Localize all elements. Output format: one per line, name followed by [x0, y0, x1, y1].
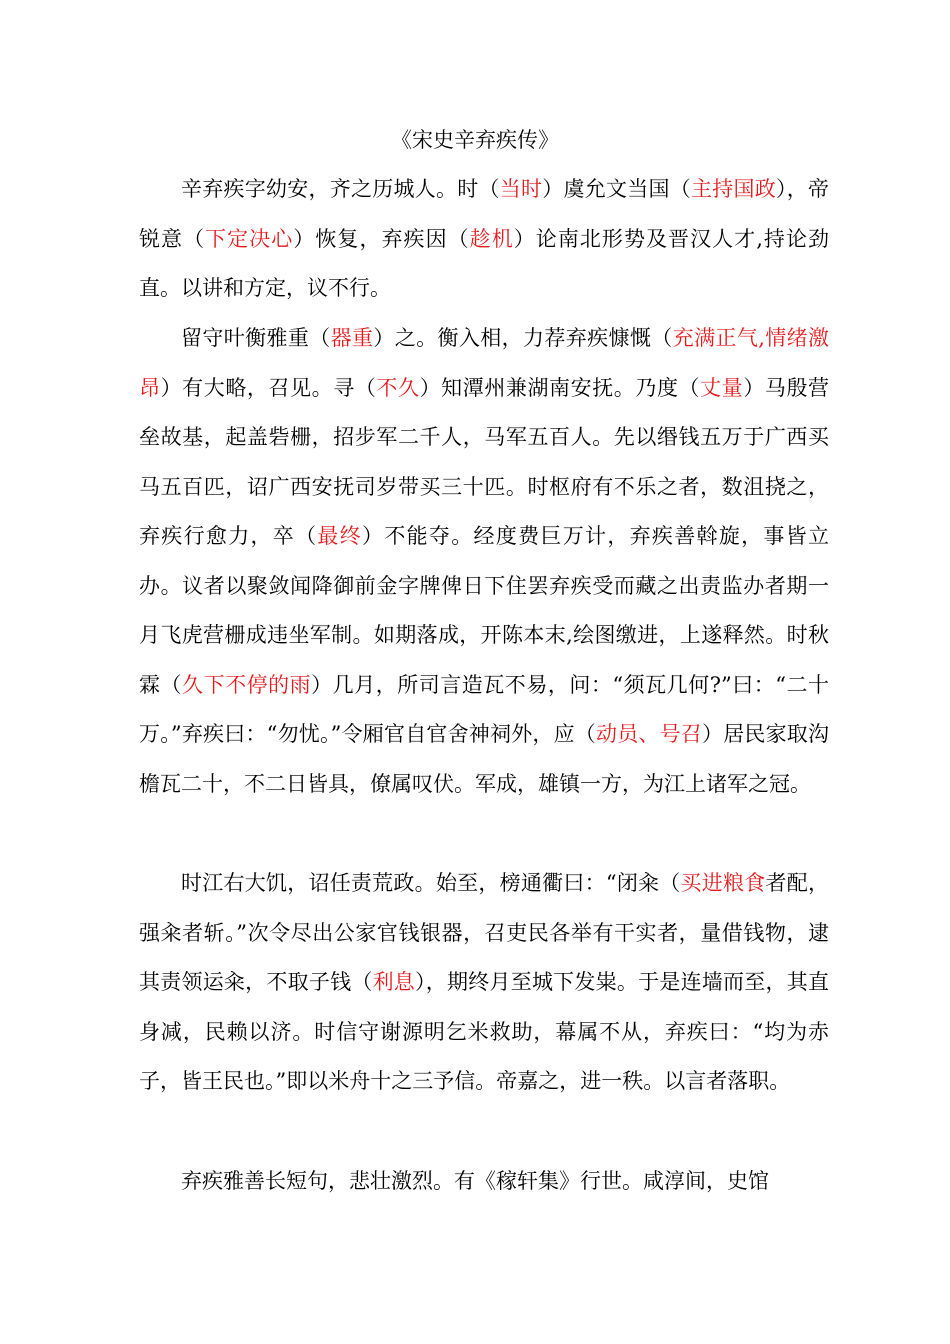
body-text: ）论南北形势及晋汉人才,持论劲直。以讲和方定，议不行。 — [139, 226, 830, 300]
annotation-text: 下定决心 — [205, 226, 294, 251]
annotation-text: 丈量 — [700, 375, 744, 400]
paragraph-1 — [139, 165, 829, 314]
annotation-text: 趁机 — [469, 226, 514, 251]
body-text: ）几月，所司言造瓦不易，问：“须瓦几何?”曰：“二十万。”弃疾曰：“勿忧。”令厢官自官舍神祠外，应（ — [139, 672, 830, 746]
body-text: 者配，强籴者斩。”次令尽出公家官钱银器，召吏民各举有干实者，量借钱物，逮其责领运籴，不取子钱（ — [139, 871, 829, 994]
body-text: ）之。衡入相，力荐弃疾慷慨（ — [373, 326, 673, 350]
annotation-text: 利息 — [372, 970, 416, 994]
annotation-text: 主持国政 — [691, 177, 776, 201]
body-text: ）恢复，弃疾因（ — [293, 226, 470, 251]
annotation-text: 买进粮食 — [680, 871, 766, 895]
body-text: ）虞允文当国（ — [542, 177, 691, 201]
paragraph-2 — [139, 314, 829, 809]
body-text: ），帝锐意（ — [139, 177, 829, 251]
body-text: 留守叶衡雅重（ — [181, 326, 331, 350]
body-text: ），期终月至城下发粜。于是连墙而至，其直身减，民赖以济。时信守谢源明乞米救助，幕属不从，弃疾曰：“均为赤子，皆王民也。”即以米舟十之三予信。帝嘉之，进一秩。以言者落职。 — [139, 970, 829, 1093]
annotation-text: 器重 — [330, 326, 374, 350]
paragraph-3 — [139, 859, 829, 1107]
body-text: 时江右大饥，诏任责荒政。始至，榜通衢曰：“闭籴（ — [181, 871, 681, 895]
annotation-text: 最终 — [317, 524, 363, 548]
body-text: ）马殷营垒故基，起盖砦栅，招步军二千人，马军五百人。先以缗钱五万于广西买马五百匹，诏广西安抚司岁带买三十匹。时枢府有不乐之者，数沮挠之，弃疾行愈力，卒（ — [139, 375, 830, 548]
paragraph-4 — [139, 1157, 829, 1207]
body-text: 辛弃疾字幼安，齐之历城人。时（ — [181, 177, 500, 201]
body-text: ）不能夺。经度费巨万计，弃疾善斡旋，事皆立办。议者以聚敛闻降御前金字牌俾日下住罢弃疾受而藏之出责监办者期一月飞虎营栅成违坐军制。如期落成，开陈本末,绘图缴进，上遂释然。时秋霖（ — [139, 524, 830, 697]
body-text: ）有大略，召见。寻（ — [160, 375, 377, 400]
body-text: 弃疾雅善长短句，悲壮激烈。有《稼轩集》行世。咸淳间，史馆 — [181, 1169, 769, 1193]
annotation-text: 动员、号召 — [596, 722, 702, 746]
annotation-text: 不久 — [376, 375, 420, 400]
annotation-text: 久下不停的雨 — [182, 672, 312, 697]
body-text: ）知潭州兼湖南安抚。乃度（ — [419, 375, 701, 400]
annotation-text: 充满正气,情绪激昂 — [139, 326, 830, 400]
document-title: 《宋史辛弃疾传》 — [391, 128, 559, 152]
body-text: ）居民家取沟檐瓦二十，不二日皆具，僚属叹伏。军成，雄镇一方，为江上诸军之冠。 — [139, 722, 829, 796]
annotation-text: 当时 — [499, 177, 543, 201]
